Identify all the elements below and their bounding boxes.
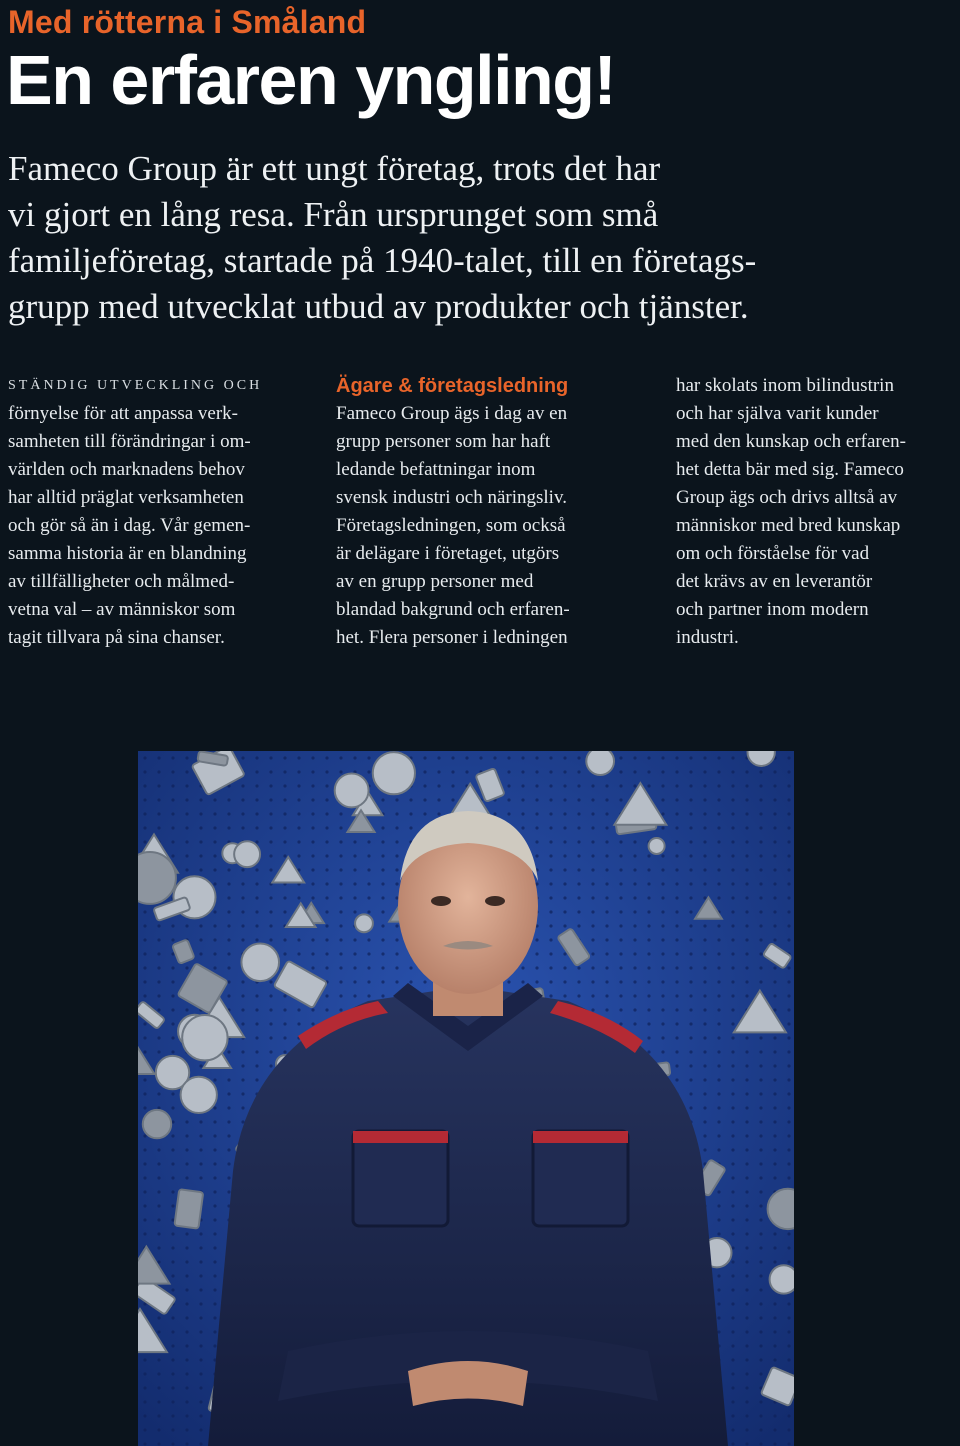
body-line: det krävs av en leverantör <box>676 571 873 592</box>
lead-line: Fameco Group är ett ungt företag, trots det har <box>8 149 661 188</box>
column-1-smallcaps-lead: STÄNDIG UTVECKLING OCH <box>8 378 263 393</box>
body-line: Företagsledningen, som också <box>336 515 566 536</box>
body-line: människor med bred kunskap <box>676 515 901 536</box>
body-line: het. Flera personer i ledningen <box>336 627 568 648</box>
body-line: världen och marknadens behov <box>8 459 245 480</box>
body-line: samma historia är en blandning <box>8 543 247 564</box>
lead-line: vi gjort en lång resa. Från ursprunget som små <box>8 195 659 234</box>
metal-part <box>373 752 415 794</box>
body-line: och gör så än i dag. Vår gemen- <box>8 515 251 536</box>
pocket-left <box>353 1131 448 1226</box>
metal-part <box>649 838 665 854</box>
lead-paragraph <box>8 146 908 330</box>
text-column-1 <box>8 372 308 652</box>
body-line: ledande befattningar inom <box>336 459 536 480</box>
metal-part <box>335 774 369 808</box>
metal-part <box>174 1189 203 1228</box>
portrait-photo <box>138 751 794 1446</box>
body-line: av tillfälligheter och målmed- <box>8 571 235 592</box>
metal-part <box>355 914 373 932</box>
body-line: Group ägs och drivs alltså av <box>676 487 898 508</box>
text-column-3 <box>676 372 960 652</box>
kicker-title: Med rötterna i Småland <box>8 4 367 40</box>
text-column-2 <box>336 372 636 652</box>
page-headline: En erfaren yngling! <box>6 41 616 119</box>
body-line: om och förståelse för vad <box>676 543 870 564</box>
section-subhead: Ägare & företagsledning <box>336 375 569 397</box>
body-line: het detta bär med sig. Fameco <box>676 459 904 480</box>
body-line: förnyelse för att anpassa verk- <box>8 403 239 424</box>
body-line: har skolats inom bilindustrin <box>676 375 894 396</box>
body-line: vetna val – av människor som <box>8 599 236 620</box>
body-line: Fameco Group ägs i dag av en <box>336 403 568 424</box>
metal-part <box>143 1110 171 1138</box>
metal-part <box>181 1077 217 1113</box>
metal-part <box>770 1265 794 1293</box>
body-line: har alltid präglat verksamheten <box>8 487 244 508</box>
lead-line: grupp med utvecklat utbud av produkter och tjänster. <box>8 287 749 326</box>
metal-part <box>241 943 279 981</box>
body-line: av en grupp personer med <box>336 571 534 592</box>
body-line: och har själva varit kunder <box>676 403 879 424</box>
body-line: och partner inom modern <box>676 599 869 620</box>
body-line: industri. <box>676 627 739 648</box>
body-line: är delägare i företaget, utgörs <box>336 543 560 564</box>
body-line: grupp personer som har haft <box>336 431 551 452</box>
body-line: tagit tillvara på sina chanser. <box>8 627 225 648</box>
metal-part <box>234 841 260 867</box>
body-line: blandad bakgrund och erfaren- <box>336 599 570 620</box>
body-line: med den kunskap och erfaren- <box>676 431 907 452</box>
body-line: svensk industri och näringsliv. <box>336 487 567 508</box>
lead-line: familjeföretag, startade på 1940-talet, till en företags- <box>8 241 757 280</box>
portrait-illustration <box>138 751 794 1446</box>
pocket-right <box>533 1131 628 1226</box>
metal-part <box>586 751 614 775</box>
body-line: samheten till förändringar i om- <box>8 431 251 452</box>
metal-part <box>182 1015 227 1060</box>
